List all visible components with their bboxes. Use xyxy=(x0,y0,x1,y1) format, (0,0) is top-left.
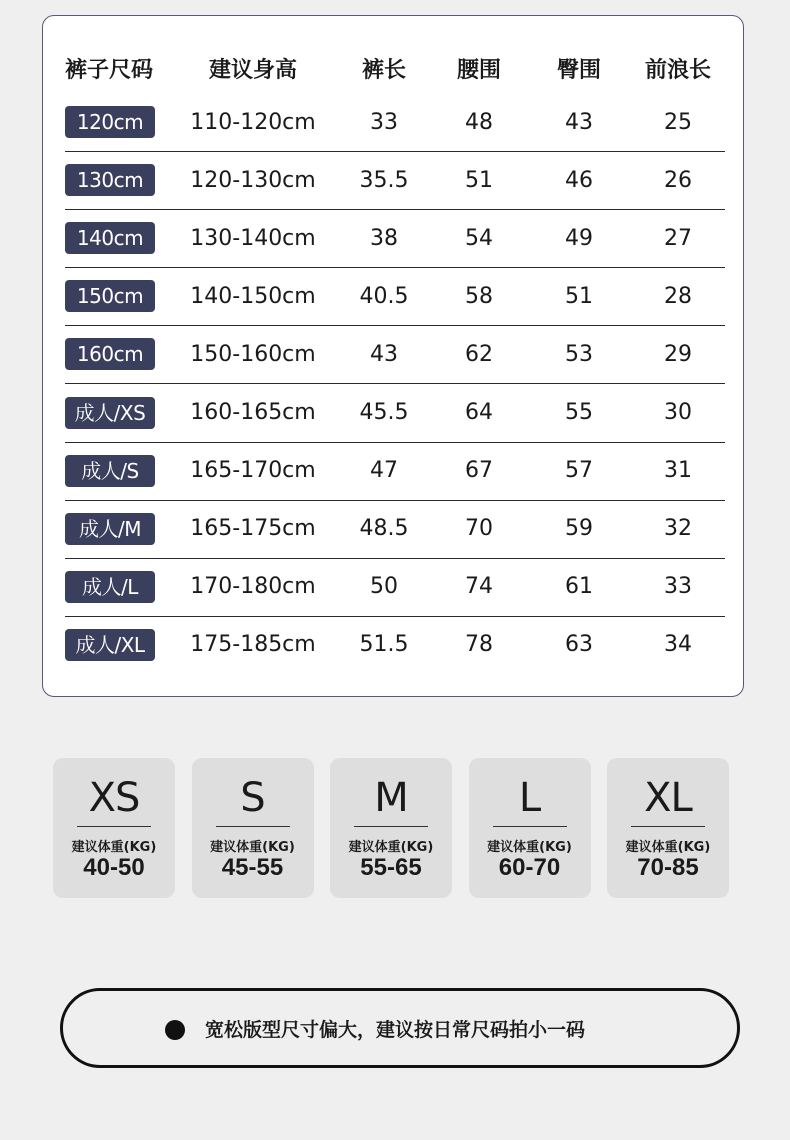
length-cell: 48.5 xyxy=(359,516,409,542)
weight-card-range: 55-65 xyxy=(360,854,422,881)
front-rise-cell: 27 xyxy=(664,225,692,251)
length-cell: 40.5 xyxy=(359,283,409,309)
hip-cell: 51 xyxy=(565,283,593,309)
weight-card-label: 建议体重(KG) xyxy=(348,840,434,855)
weight-card-size: M xyxy=(374,775,408,821)
table-header-row xyxy=(65,46,725,90)
weight-card xyxy=(469,758,591,898)
height-cell: 170-180cm xyxy=(190,574,316,600)
table-row xyxy=(65,267,725,326)
size-cell xyxy=(65,222,169,254)
front-rise-cell: 31 xyxy=(664,458,692,484)
header-length: 裤长 xyxy=(361,57,406,83)
size-cell xyxy=(65,338,169,370)
size-badge: 130cm xyxy=(65,164,155,196)
weight-card xyxy=(330,758,452,898)
size-badge: 160cm xyxy=(65,338,155,370)
front-rise-cell: 30 xyxy=(664,400,692,425)
size-badge: 成人/M xyxy=(65,513,155,545)
waist-cell: 67 xyxy=(465,458,493,484)
height-cell: 160-165cm xyxy=(190,400,316,425)
divider xyxy=(493,826,567,827)
hip-cell: 61 xyxy=(565,574,593,600)
size-badge: 成人/XL xyxy=(65,629,155,661)
weight-card-label: 建议体重(KG) xyxy=(71,840,157,855)
table-row xyxy=(65,151,725,210)
divider xyxy=(77,826,151,827)
hip-cell: 46 xyxy=(565,167,593,193)
size-badge: 成人/L xyxy=(65,571,155,603)
size-cell xyxy=(65,164,169,196)
divider xyxy=(354,826,428,827)
size-cell xyxy=(65,455,169,487)
length-cell: 43 xyxy=(370,341,398,367)
length-cell: 33 xyxy=(370,109,398,135)
weight-card-size: XS xyxy=(88,775,140,821)
waist-cell: 62 xyxy=(465,341,493,367)
waist-cell: 58 xyxy=(465,283,493,309)
length-cell: 47 xyxy=(370,458,398,484)
size-badge: 成人/S xyxy=(65,455,155,487)
waist-cell: 48 xyxy=(465,109,493,135)
table-row xyxy=(65,325,725,384)
height-cell: 140-150cm xyxy=(190,283,316,309)
hip-cell: 53 xyxy=(565,341,593,367)
weight-card-size: S xyxy=(240,775,265,821)
waist-cell: 74 xyxy=(465,574,493,600)
table-row xyxy=(65,442,725,501)
header-front-rise: 前浪长 xyxy=(644,57,711,83)
height-cell: 175-185cm xyxy=(190,632,316,658)
length-cell: 51.5 xyxy=(359,632,409,658)
front-rise-cell: 28 xyxy=(664,283,692,309)
height-cell: 150-160cm xyxy=(190,341,316,367)
weight-card-label: 建议体重(KG) xyxy=(210,840,295,855)
height-cell: 130-140cm xyxy=(190,225,316,251)
header-size: 裤子尺码 xyxy=(65,57,154,83)
size-cell xyxy=(65,397,169,429)
table-row xyxy=(65,93,725,152)
weight-card xyxy=(607,758,729,898)
weight-card-range: 40-50 xyxy=(83,854,145,881)
divider xyxy=(631,826,705,827)
hip-cell: 55 xyxy=(565,400,593,425)
weight-card-range: 45-55 xyxy=(221,854,284,881)
weight-card-range: 60-70 xyxy=(498,854,561,881)
table-row xyxy=(65,384,725,443)
divider xyxy=(216,826,290,827)
waist-cell: 70 xyxy=(465,516,493,542)
height-cell: 120-130cm xyxy=(190,167,316,193)
fit-note xyxy=(60,988,740,1068)
hip-cell: 43 xyxy=(565,109,593,135)
weight-card-range: 70-85 xyxy=(637,854,699,881)
bullet-dot-icon xyxy=(165,1020,185,1040)
waist-cell: 78 xyxy=(465,632,493,658)
hip-cell: 57 xyxy=(565,458,593,484)
header-hip: 臀围 xyxy=(556,57,601,83)
weight-card-size: XL xyxy=(644,775,692,821)
waist-cell: 64 xyxy=(465,400,493,425)
size-cell xyxy=(65,571,169,603)
size-badge: 120cm xyxy=(65,106,155,138)
weight-card xyxy=(192,758,314,898)
height-cell: 165-170cm xyxy=(190,458,316,484)
length-cell: 45.5 xyxy=(359,400,409,425)
front-rise-cell: 29 xyxy=(664,341,692,367)
size-badge: 140cm xyxy=(65,222,155,254)
waist-cell: 51 xyxy=(465,167,493,193)
length-cell: 50 xyxy=(370,574,398,600)
front-rise-cell: 25 xyxy=(664,109,692,135)
size-badge: 成人/XS xyxy=(65,397,155,429)
size-cell xyxy=(65,629,169,661)
length-cell: 38 xyxy=(370,225,398,251)
height-cell: 110-120cm xyxy=(190,109,316,135)
hip-cell: 59 xyxy=(565,516,593,542)
hip-cell: 49 xyxy=(565,225,593,251)
front-rise-cell: 33 xyxy=(664,574,692,600)
size-cell xyxy=(65,106,169,138)
height-cell: 165-175cm xyxy=(190,516,316,542)
table-row xyxy=(65,558,725,617)
header-waist: 腰围 xyxy=(456,57,501,83)
hip-cell: 63 xyxy=(565,632,593,658)
weight-card xyxy=(53,758,175,898)
front-rise-cell: 26 xyxy=(664,167,692,193)
front-rise-cell: 34 xyxy=(664,632,692,658)
table-row xyxy=(65,500,725,559)
size-table xyxy=(42,15,744,697)
length-cell: 35.5 xyxy=(359,167,409,193)
size-badge: 150cm xyxy=(65,280,155,312)
table-row xyxy=(65,616,725,674)
table-row xyxy=(65,209,725,268)
weight-cards xyxy=(53,758,729,898)
front-rise-cell: 32 xyxy=(664,516,692,542)
weight-card-label: 建议体重(KG) xyxy=(487,840,572,855)
size-cell xyxy=(65,513,169,545)
fit-note-text: 宽松版型尺寸偏大，建议按日常尺码拍小一码 xyxy=(205,1019,586,1041)
weight-card-size: L xyxy=(518,775,541,821)
weight-card-label: 建议体重(KG) xyxy=(625,840,711,855)
size-cell xyxy=(65,280,169,312)
waist-cell: 54 xyxy=(465,225,493,251)
header-height: 建议身高 xyxy=(208,57,297,83)
